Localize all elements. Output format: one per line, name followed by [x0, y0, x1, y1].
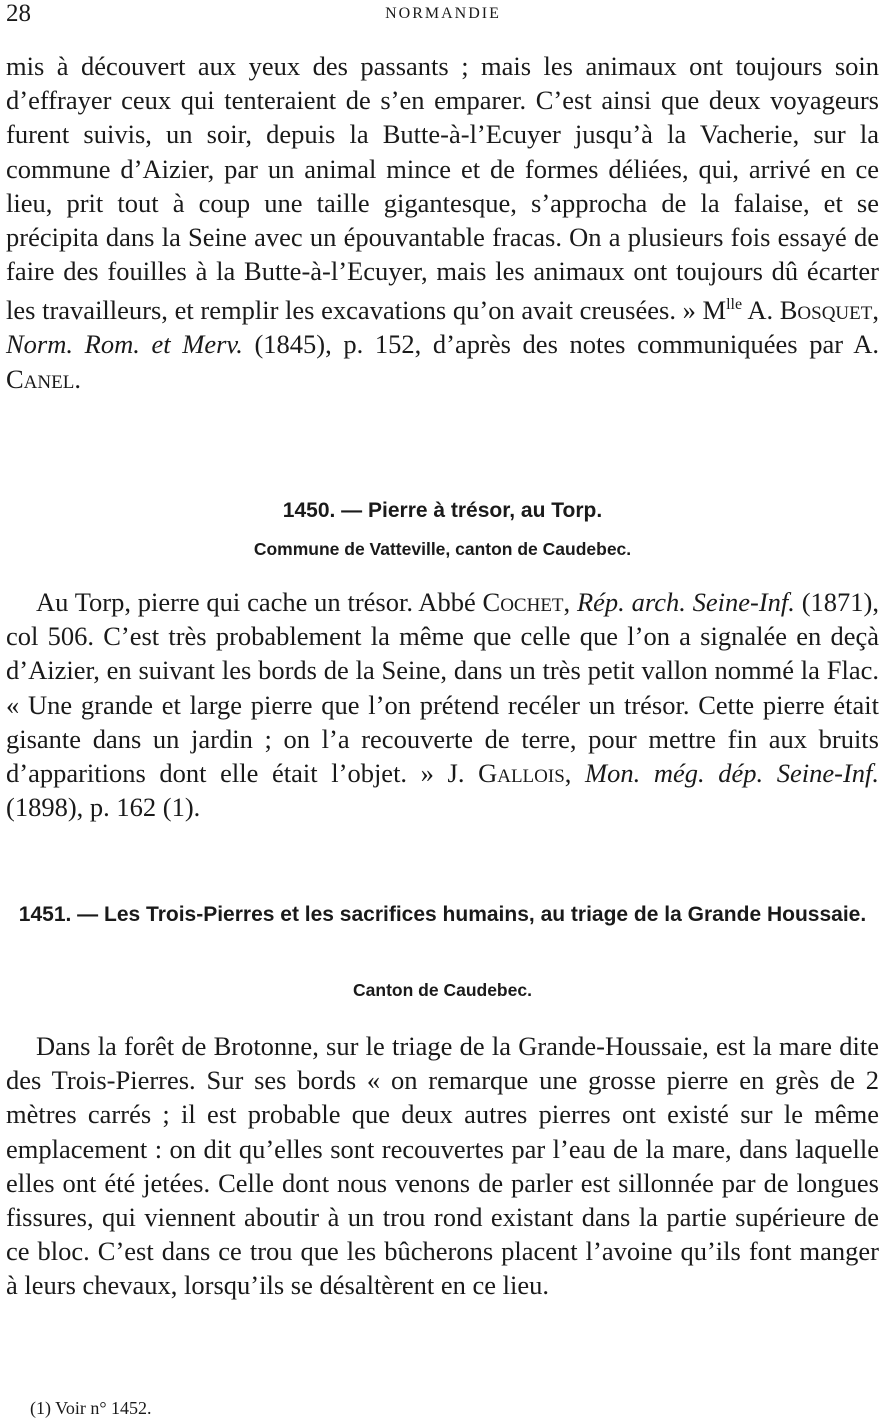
- paragraph-text: mis à découvert aux yeux des passants ; mais les animaux ont toujours soin d’effrayer ceux qui tenteraient de s’en emparer. C’est ainsi que deux voyageurs furent suivis, un soir, depuis la Butte-à-l’Ecuyer jusqu’à la Vacherie, sur la commune d’Aizier, par un animal mince et de formes déliées, qui, arrivé en ce lieu, prit tout à coup une taille gigantesque, s’approcha de la falaise, et se précipita dans la Seine avec un épouvantable fracas. On a plusieurs fois essayé de faire des fouilles à la Butte-à-l’Ecuyer, mais les animaux ont toujours dû écarter les travailleurs, et remplir les excavations qu’on avait creusées. » M: [6, 51, 879, 326]
- entry-1450-subtitle: Commune de Vatteville, canton de Caudebec.: [253, 539, 632, 559]
- entry-1451-title: 1451. — Les Trois-Pierres et les sacrifices humains, au triage de la Grande Houssaie.: [18, 903, 867, 926]
- paragraph-text: A.: [742, 295, 780, 326]
- footnote: (1) Voir n° 1452.: [30, 1398, 152, 1418]
- page-number: 28: [6, 0, 31, 27]
- author-name: Cochet: [482, 587, 564, 617]
- work-title: Mon. még. dép. Seine-Inf.: [585, 758, 880, 789]
- paragraph-text: (1898), p. 162 (1).: [6, 792, 201, 823]
- paragraph-text: ,: [564, 758, 586, 789]
- paragraph-continued: [6, 49, 879, 396]
- author-name: Canel: [6, 363, 75, 394]
- work-title: Rép. arch. Seine-Inf.: [576, 587, 795, 617]
- entry-1450-body: [6, 585, 879, 824]
- page-header: [6, 0, 880, 28]
- paragraph-text: .: [74, 363, 81, 394]
- work-title: Norm. Rom. et Merv.: [6, 329, 243, 360]
- paragraph-text: ,: [872, 295, 879, 326]
- entry-1451-body: Dans la forêt de Brotonne, sur le triage de la Grande-Houssaie, est la mare dite des Trois-Pierres. Sur ses bords « on remarque une grosse pierre en grès de 2 mètres carrés ; il est probable que deux autres pierres ont existé sur le même emplacement : on dit qu’elles sont recouvertes par l’eau de la mare, dans laquelle elles ont été jetées. Celle dont nous venons de parler est sillonnée par de longues fissures, qui viennent aboutir à un trou rond existant dans la partie supérieure de ce bloc. C’est dans ce trou que les bûcherons placent l’avoine qu’ils font manger à leurs chevaux, lorsqu’ils se désaltèrent en ce lieu.: [6, 1031, 879, 1301]
- paragraph-text: ,: [563, 587, 577, 617]
- paragraph-text: Au Torp, pierre qui cache un trésor. Abbé: [36, 587, 483, 617]
- running-title: NORMANDIE: [385, 5, 501, 22]
- entry-1451-subtitle: Canton de Caudebec.: [353, 980, 532, 1000]
- author-name: Gallois: [478, 758, 565, 789]
- paragraph-text: (1871), col 506. C’est très probablement la même que celle que l’on a signalée en deçà d’Aizier, en suivant les bords de la Seine, dans un très petit vallon nommé la Flac. « Une grande et large pierre que l’on prétend recéler un trésor. Cette pierre était gisante dans un jardin ; on l’a recouverte de terre, pour mettre fin aux bruits d’apparitions dont elle était l’objet. » J.: [6, 587, 880, 789]
- entry-1450-title: 1450. — Pierre à trésor, au Torp.: [282, 499, 603, 522]
- paragraph-text: (1845), p. 152, d’après des notes communiquées par A.: [242, 329, 879, 360]
- author-name: Bosquet: [779, 295, 873, 326]
- superscript: lle: [726, 296, 743, 314]
